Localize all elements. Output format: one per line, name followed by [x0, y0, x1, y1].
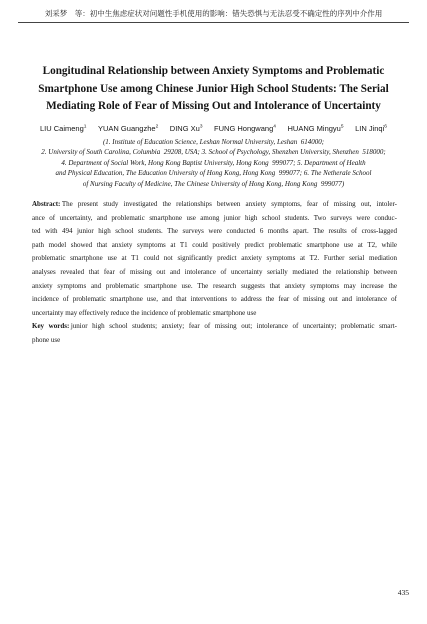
abstract-line: uncertainty may effectively reduce the incidence of problematic smartphone use	[32, 308, 257, 317]
abstract-line: path model showed that anxiety symptoms at T1 could positively predict problematic smartphone use at T2, while	[32, 240, 397, 249]
author-affiliation-mark: 5	[340, 124, 344, 130]
abstract-block	[32, 198, 397, 348]
author-name: HUANG Mingyu	[287, 124, 341, 133]
abstract-line: anxiety symptoms and problematic smartphone use. The research suggests that anxiety symptoms may increase the	[32, 281, 397, 290]
abstract-line: ted with 494 junior high school students. The surveys were conducted 6 months apart. The results of cross-lagged	[32, 227, 397, 236]
abstract-text: The present study investigated the relationships between anxiety symptoms, fear of missing out, intoler-	[61, 200, 397, 208]
paper-title	[0, 63, 427, 116]
author-affiliation-mark: 2	[155, 124, 159, 130]
keywords-text: junior high school students; anxiety; fear of missing out; intolerance of uncertainty; problematic smart-	[70, 322, 397, 331]
author-name: DING Xu	[169, 124, 200, 133]
author	[214, 124, 276, 134]
abstract-line: problematic smartphone use at T1 could not significantly predict anxiety symptoms at T2. Further serial mediation	[32, 254, 397, 263]
author	[355, 124, 387, 134]
author-name: YUAN Guangzhe	[98, 124, 156, 133]
author-affiliation-mark: 6	[384, 124, 387, 130]
author-affiliation-mark: 3	[199, 124, 203, 130]
author-name: LIN Jinqi	[355, 124, 385, 133]
author	[287, 124, 343, 134]
affiliations	[0, 137, 427, 189]
affiliation-line: 2. University of South Carolina, Columbia 29208, USA; 3. School of Psychology, Shenzhen University, Shenzhen 518000;	[41, 148, 386, 157]
author-affiliation-mark: 4	[273, 124, 276, 130]
page-number: 435	[397, 588, 409, 597]
author-name: FUNG Hongwang	[214, 124, 274, 133]
keywords-label: Key words:	[32, 322, 70, 331]
affiliation-line: and Physical Education, The Education University of Hong Kong, Hong Kong 999077; 6. The Netherale School	[55, 169, 372, 178]
abstract-line: incidence of problematic smartphone use, and that interventions to address the fear of missing out and intolerance of	[32, 295, 397, 304]
affiliation-line: of Nursing Faculty of Medicine, The Chinese University of Hong Kong, Hong Kong 999077)	[82, 179, 345, 188]
author-affiliation-mark: 1	[83, 124, 87, 130]
title-line: Longitudinal Relationship between Anxiety Symptoms and Problematic	[42, 65, 385, 77]
title-line: Smartphone Use among Chinese Junior High School Students: The Serial	[38, 82, 389, 95]
abstract-label: Abstract:	[32, 200, 61, 208]
abstract-line	[32, 198, 397, 212]
title-line: Mediating Role of Fear of Missing Out and Intolerance of Uncertainty	[46, 100, 381, 112]
header-rule	[18, 22, 409, 23]
abstract-line: ance of uncertainty, and problematic smartphone use among junior high school students. Two surveys were conduc-	[32, 213, 397, 222]
author	[170, 124, 203, 134]
author-list	[40, 124, 387, 134]
affiliation-line: (1. Institute of Education Science, Leshan Normal University, Leshan 614000;	[102, 138, 325, 146]
keywords-line: phone use	[32, 335, 61, 344]
affiliation-line: 4. Department of Social Work, Hong Kong Baptist University, Hong Kong 999077; 5. Department of Health	[61, 158, 366, 167]
author	[98, 124, 158, 134]
keywords-line	[32, 320, 397, 334]
author	[40, 124, 86, 134]
author-name: LIU Caimeng	[40, 124, 84, 133]
abstract-line: analyses revealed that fear of missing out and intolerance of uncertainty serially mediated the relationship between	[32, 267, 397, 276]
running-header: 刘采梦 等：初中生焦虑症状对问题性手机使用的影响：错失恐惧与无法忍受不确定性的序列中介作用	[44, 9, 383, 18]
